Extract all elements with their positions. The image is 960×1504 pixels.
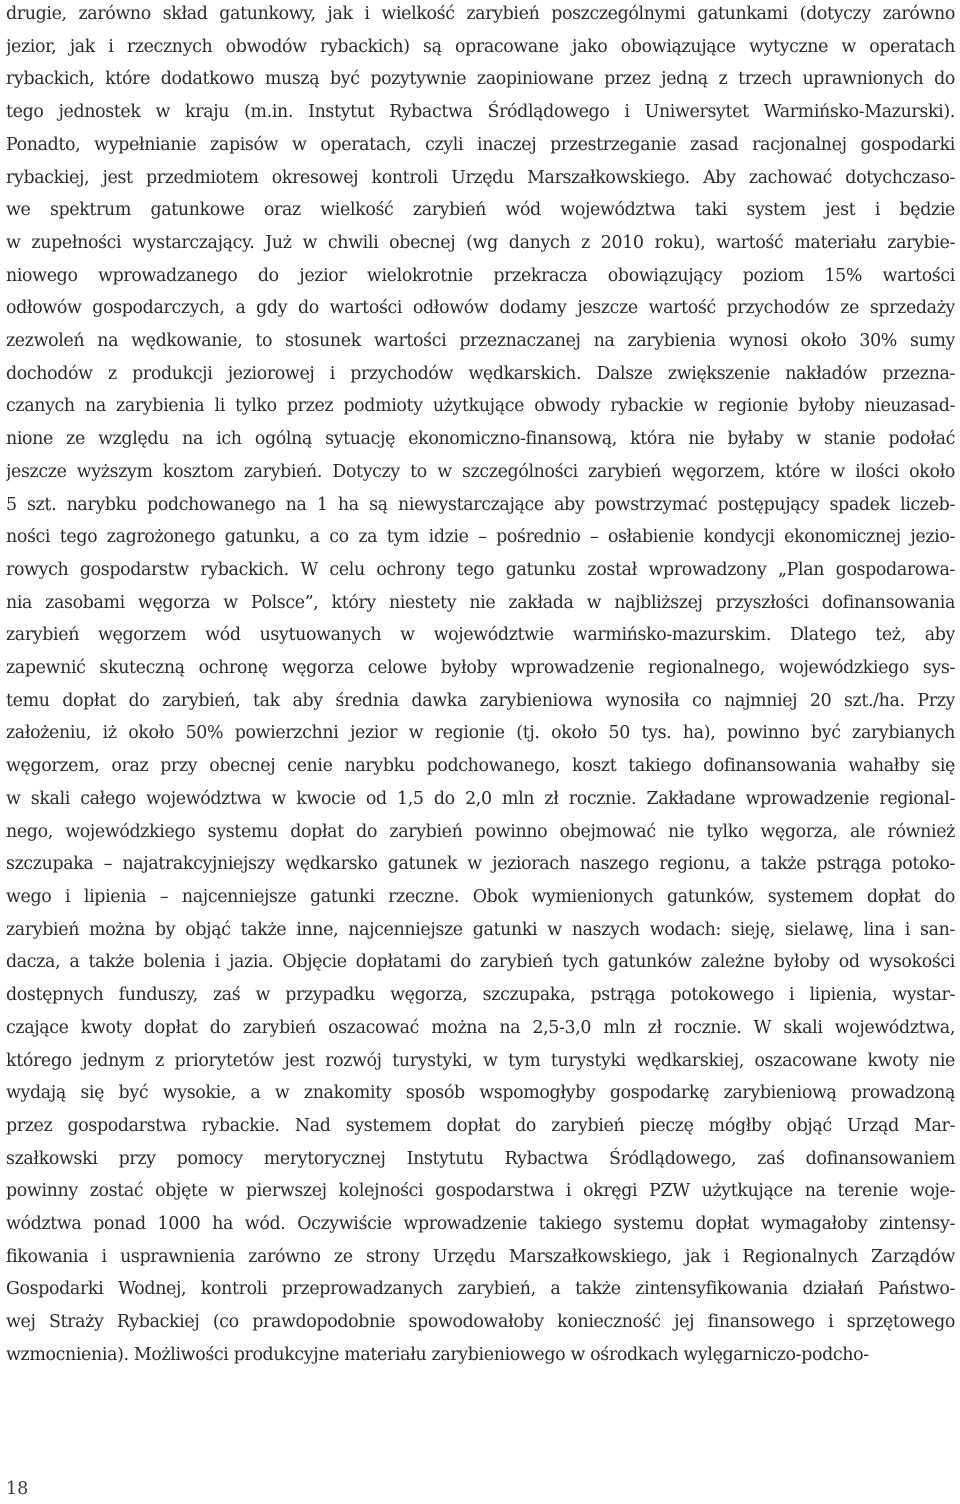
text-line: zapewnić skuteczną ochronę węgorza celowe byłoby wprowadzenie regionalnego, wojewódzkiego sys- bbox=[6, 658, 955, 679]
text-line: w skali całego województwa w kwocie od 1,5 do 2,0 mln zł rocznie. Zakładane wprowadzenie regional- bbox=[6, 788, 955, 809]
text-line: odłowów gospodarczych, a gdy do wartości odłowów dodamy jeszcze wartość przychodów ze sprzedaży bbox=[6, 298, 955, 319]
text-line: we spektrum gatunkowe oraz wielkość zarybień wód województwa taki system jest i będzie bbox=[6, 200, 955, 221]
text-line: ności tego zagrożonego gatunku, a co za tym idzie – pośrednio – osłabienie kondycji ekonomicznej jezio- bbox=[6, 527, 955, 548]
text-line: rybackiej, jest przedmiotem okresowej kontroli Urzędu Marszałkowskiego. Aby zachować dotychczaso- bbox=[6, 167, 955, 188]
text-line: jezior, jak i rzecznych obwodów rybackich) są opracowane jako obowiązujące wytyczne w operatach bbox=[6, 36, 955, 57]
text-line: dacza, a także bolenia i jazia. Objęcie dopłatami do zarybień tych gatunków zależne byłoby od wysokości bbox=[6, 952, 955, 973]
text-line: rybackich, które dodatkowo muszą być pozytywnie zaopiniowane przez jedną z trzech uprawnionych do bbox=[6, 69, 955, 90]
text-line: tego jednostek w kraju (m.in. Instytut Rybactwa Śródlądowego i Uniwersytet Warmińsko-Mazurski). bbox=[6, 102, 955, 123]
text-line: wzmocnienia). Możliwości produkcyjne materiału zarybieniowego w ośrodkach wylęgarniczo-podcho- bbox=[6, 1344, 869, 1365]
text-line: zarybień węgorzem wód usytuowanych w województwie warmińsko-mazurskim. Dlatego też, aby bbox=[6, 625, 955, 646]
page-number: 18 bbox=[6, 1479, 29, 1499]
text-line: szczupaka – najatrakcyjniejszy wędkarsko gatunek w jeziorach naszego regionu, a także pstrąga potoko- bbox=[6, 854, 955, 875]
text-line: nia zasobami węgorza w Polsce”, który niestety nie zakłada w najbliższej przyszłości dofinansowania bbox=[6, 592, 955, 613]
text-line: szałkowski przy pomocy merytorycznej Instytutu Rybactwa Śródlądowego, zaś dofinansowaniem bbox=[6, 1148, 955, 1169]
text-line: wej Straży Rybackiej (co prawdopodobnie spowodowałoby konieczność jej finansowego i sprzętowego bbox=[6, 1312, 955, 1333]
text-line: czanych na zarybienia li tylko przez podmioty użytkujące obwody rybackie w regionie byłoby nieuzasad- bbox=[6, 396, 955, 417]
text-line: Gospodarki Wodnej, kontroli przeprowadzanych zarybień, a także zintensyfikowania działań Państwo- bbox=[6, 1279, 955, 1300]
text-line: przez gospodarstwa rybackie. Nad systemem dopłat do zarybień pieczę mógłby objąć Urząd Mar- bbox=[6, 1115, 955, 1136]
text-line: węgorzem, oraz przy obecnej cenie narybku podchowanego, koszt takiego dofinansowania wahałby się bbox=[6, 756, 955, 777]
text-line: wydają się być wysokie, a w znakomity sposób wspomogłyby gospodarkę zarybieniową prowadzoną bbox=[6, 1083, 955, 1104]
text-line: temu dopłat do zarybień, tak aby średnia dawka zarybieniowa wynosiła co najmniej 20 szt./ha. Przy bbox=[6, 690, 955, 711]
text-line: rowych gospodarstw rybackich. W celu ochrony tego gatunku został wprowadzony „Plan gospodarowa- bbox=[6, 559, 955, 580]
text-line: wództwa ponad 1000 ha wód. Oczywiście wprowadzenie takiego systemu dopłat wymagałoby zintensy- bbox=[6, 1214, 955, 1235]
text-line: nione ze względu na ich ogólną sytuację ekonomiczno-finansową, która nie byłaby w stanie podołać bbox=[6, 429, 955, 450]
text-line: jeszcze wyższym kosztom zarybień. Dotyczy to w szczególności zarybień węgorzem, które w ilości około bbox=[6, 461, 955, 482]
text-line: 5 szt. narybku podchowanego na 1 ha są niewystarczające aby powstrzymać postępujący spadek liczeb- bbox=[6, 494, 955, 515]
text-line: fikowania i usprawnienia zarówno ze strony Urzędu Marszałkowskiego, jak i Regionalnych Zarządów bbox=[6, 1246, 955, 1267]
text-line: zezwoleń na wędkowanie, to stosunek wartości przeznaczanej na zarybienia wynosi około 30% sumy bbox=[6, 331, 955, 352]
text-line: założeniu, iż około 50% powierzchni jezior w regionie (tj. około 50 tys. ha), powinno być zarybianych bbox=[6, 723, 955, 744]
text-line: dochodów z produkcji jeziorowej i przychodów wędkarskich. Dalsze zwiększenie nakładów przezna- bbox=[6, 363, 955, 384]
text-line: nego, wojewódzkiego systemu dopłat do zarybień powinno obejmować nie tylko węgorza, ale również bbox=[6, 821, 955, 842]
text-line: zarybień można by objąć także inne, najcenniejsze gatunki w naszych wodach: sieję, sielawę, lina i san- bbox=[6, 919, 955, 940]
text-line: niowego wprowadzanego do jezior wielokrotnie przekracza obowiązujący poziom 15% wartości bbox=[6, 265, 955, 286]
text-line: czające kwoty dopłat do zarybień oszacować można na 2,5-3,0 mln zł rocznie. W skali województwa, bbox=[6, 1017, 955, 1038]
body-paragraph bbox=[6, 0, 955, 1372]
text-line: drugie, zarówno skład gatunkowy, jak i wielkość zarybień poszczególnymi gatunkami (dotyczy zarówno bbox=[6, 4, 955, 24]
text-line: dostępnych funduszy, zaś w przypadku węgorza, szczupaka, pstrąga potokowego i lipienia, wystar- bbox=[6, 985, 955, 1006]
text-line: powinny zostać objęte w pierwszej kolejności gospodarstwa i okręgi PZW użytkujące na terenie woje- bbox=[6, 1181, 955, 1202]
text-line: wego i lipienia – najcenniejsze gatunki rzeczne. Obok wymienionych gatunków, systemem dopłat do bbox=[6, 886, 955, 907]
text-line: Ponadto, wypełnianie zapisów w operatach, czyli inaczej przestrzeganie zasad racjonalnej gospodarki bbox=[6, 134, 955, 155]
text-line: którego jednym z priorytetów jest rozwój turystyki, w tym turystyki wędkarskiej, oszacowane kwoty nie bbox=[6, 1050, 955, 1071]
text-line: w zupełności wystarczający. Już w chwili obecnej (wg danych z 2010 roku), wartość materiału zarybie- bbox=[6, 232, 955, 253]
